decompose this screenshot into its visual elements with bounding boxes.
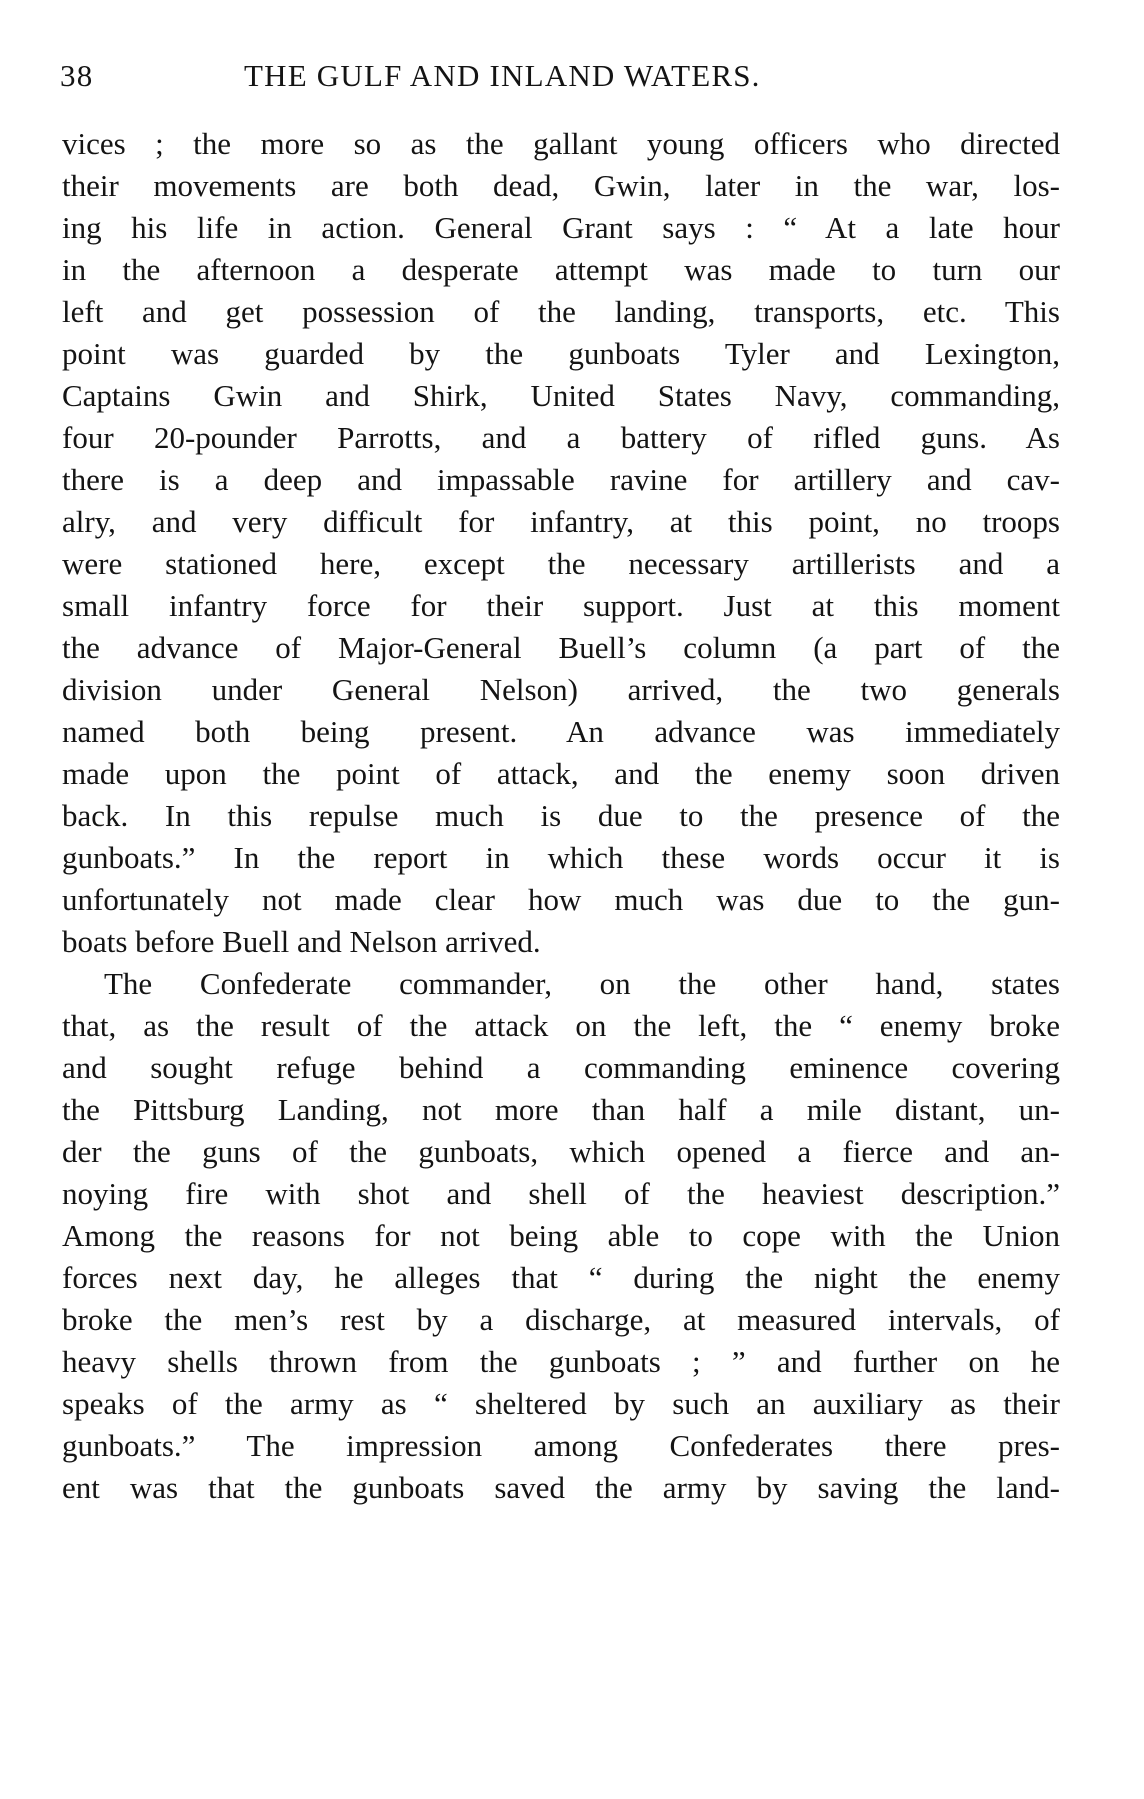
- text-line: speaks of the army as “ sheltered by such an auxiliary as their: [62, 1386, 1060, 1421]
- text-line: small infantry force for their support. Just at this moment: [62, 588, 1060, 623]
- text-line: four 20-pounder Parrotts, and a battery of rifled guns. As: [62, 420, 1060, 455]
- text-line: their movements are both dead, Gwin, later in the war, los-: [62, 168, 1060, 203]
- text-line: division under General Nelson) arrived, the two generals: [62, 672, 1060, 707]
- text-line: ing his life in action. General Grant says : “ At a late hour: [62, 210, 1060, 245]
- page-number: 38: [60, 58, 94, 93]
- text-line: the advance of Major-General Buell’s column (a part of the: [62, 630, 1060, 665]
- text-line: that, as the result of the attack on the left, the “ enemy broke: [62, 1008, 1060, 1043]
- text-line: noying fire with shot and shell of the heaviest description.”: [62, 1176, 1060, 1211]
- text-line: in the afternoon a desperate attempt was made to turn our: [62, 252, 1060, 287]
- text-line: left and get possession of the landing, transports, etc. This: [62, 294, 1060, 329]
- text-line: named both being present. An advance was immediately: [62, 714, 1060, 749]
- text-line: broke the men’s rest by a discharge, at measured intervals, of: [62, 1302, 1060, 1337]
- text-line: Among the reasons for not being able to cope with the Union: [62, 1218, 1060, 1253]
- text-line: back. In this repulse much is due to the presence of the: [62, 798, 1060, 833]
- text-line: der the guns of the gunboats, which opened a fierce and an-: [62, 1134, 1060, 1169]
- text-line: boats before Buell and Nelson arrived.: [62, 924, 541, 959]
- text-line: ent was that the gunboats saved the army by saving the land-: [62, 1470, 1060, 1505]
- text-line: alry, and very difficult for infantry, at this point, no troops: [62, 504, 1060, 539]
- text-line: gunboats.” In the report in which these words occur it is: [62, 840, 1060, 875]
- running-head-title: THE GULF AND INLAND WATERS.: [244, 58, 761, 93]
- text-line: The Confederate commander, on the other hand, states: [104, 966, 1060, 1001]
- text-line: vices ; the more so as the gallant young officers who directed: [62, 126, 1060, 161]
- text-line: point was guarded by the gunboats Tyler and Lexington,: [62, 336, 1060, 371]
- text-line: there is a deep and impassable ravine for artillery and cav-: [62, 462, 1060, 497]
- text-line: forces next day, he alleges that “ during the night the enemy: [62, 1260, 1060, 1295]
- text-line: and sought refuge behind a commanding eminence covering: [62, 1050, 1060, 1085]
- text-line: the Pittsburg Landing, not more than half a mile distant, un-: [62, 1092, 1060, 1127]
- text-line: Captains Gwin and Shirk, United States Navy, commanding,: [62, 378, 1060, 413]
- running-head: [60, 54, 1060, 98]
- text-line: unfortunately not made clear how much was due to the gun-: [62, 882, 1060, 917]
- text-line: heavy shells thrown from the gunboats ; ” and further on he: [62, 1344, 1060, 1379]
- text-line: made upon the point of attack, and the enemy soon driven: [62, 756, 1060, 791]
- text-line: were stationed here, except the necessary artillerists and a: [62, 546, 1060, 581]
- text-line: gunboats.” The impression among Confederates there pres-: [62, 1428, 1060, 1463]
